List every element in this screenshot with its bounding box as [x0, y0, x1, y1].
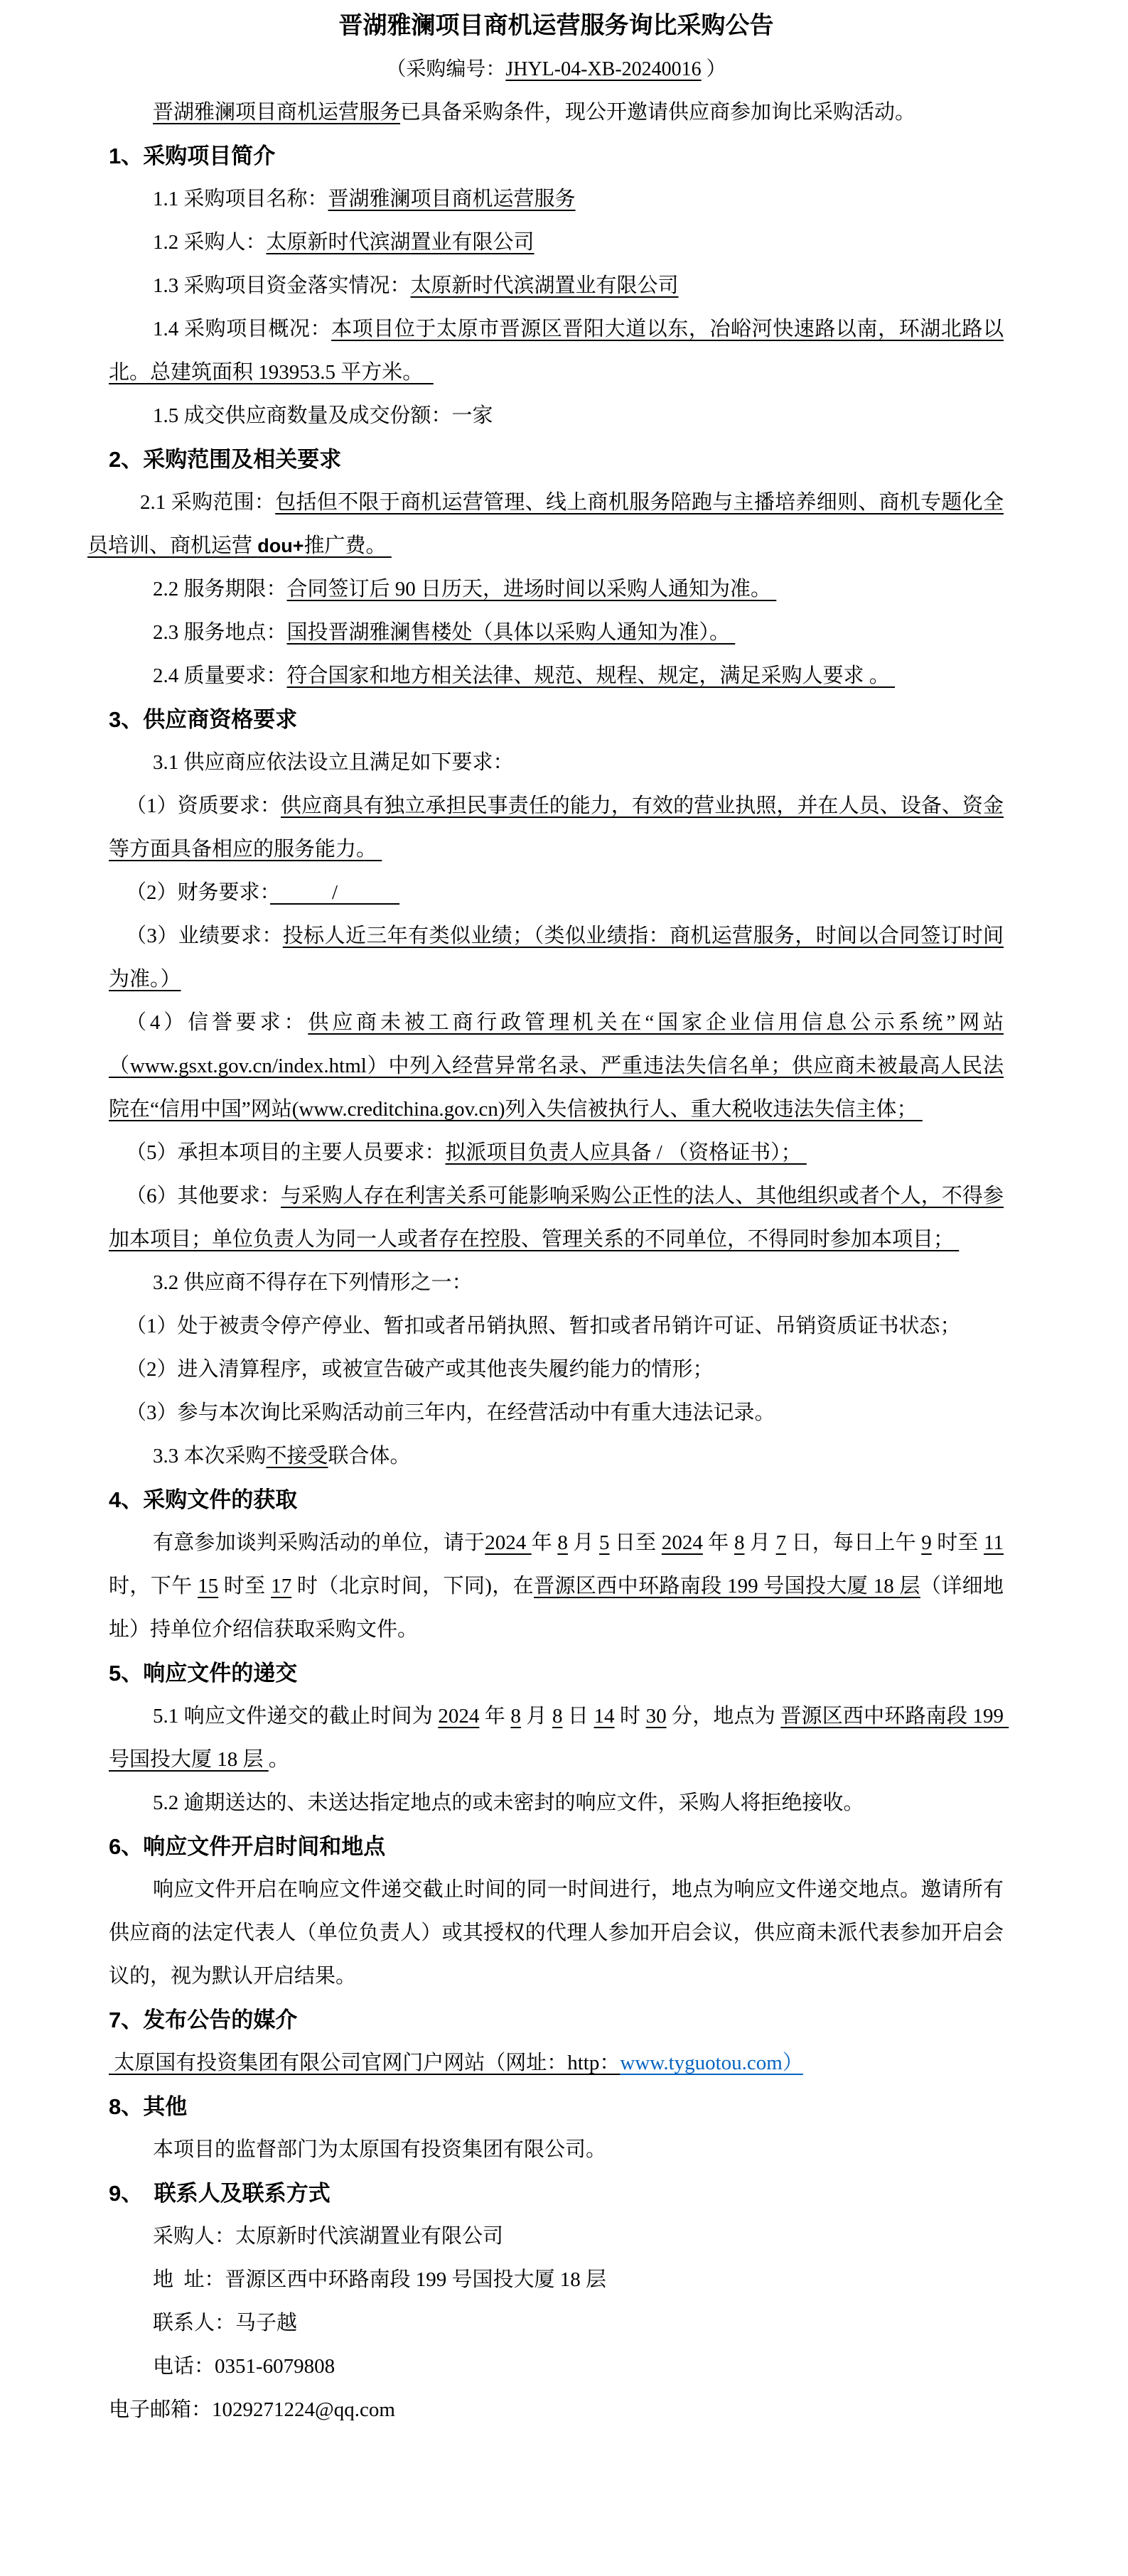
- text-run: 日至: [609, 1531, 662, 1554]
- text-run: 月: [567, 1531, 600, 1554]
- text-run: 2024: [485, 1531, 532, 1554]
- text-run: 2.3 服务地点：: [153, 621, 287, 644]
- procurement-number-line: [109, 48, 1004, 91]
- text-run: 8: [557, 1531, 568, 1554]
- text-run: 5.2 逾期送达的、未送达指定地点的或未密封的响应文件，采购人将拒绝接收。: [153, 1791, 864, 1814]
- text-run: 4、采购文件的获取: [109, 1487, 298, 1512]
- text-run: 年: [479, 1705, 511, 1728]
- text-run: 包括但不限于商机运营管理、线上商机服务陪跑与主播培养细则、商机专题化全员培训、商机运营: [87, 491, 1004, 557]
- contact-person: [109, 2302, 1004, 2345]
- text-run: 时: [614, 1705, 646, 1728]
- item-3-2-2: [109, 1348, 1004, 1391]
- text-run: 时（北京时间，下同)，在: [291, 1575, 535, 1597]
- text-run: 1、采购项目简介: [109, 144, 276, 168]
- text-run: 2024: [661, 1531, 703, 1554]
- text-run: 2.4 质量要求：: [153, 664, 287, 687]
- item-2-4: [109, 654, 1004, 698]
- heading-5: [109, 1651, 1004, 1695]
- text-run: 2024: [438, 1705, 480, 1728]
- text-run: 供应商未被工商行政管理机关在“国家企业信用信息公示系统”网站（www.gsxt.gov.cn/index.html）中列入经营异常名录、严重违法失信名单；供应商未被最高人民法院在“信用中国”网站(www.creditchina.gov.cn)列入失信被执行人、重大税收违法失信主体；: [109, 1011, 1004, 1121]
- text-run: 晋湖雅澜项目商机运营服务: [328, 188, 576, 210]
- contact-email: [109, 2388, 1004, 2432]
- text-run: 7、发布公告的媒介: [109, 2008, 298, 2032]
- text-run: 5.1 响应文件递交的截止时间为: [153, 1705, 439, 1728]
- item-1-3: [109, 264, 1004, 308]
- text-run: 15: [198, 1575, 219, 1597]
- text-run: （3）参与本次询比采购活动前三年内，在经营活动中有重大违法记录。: [126, 1401, 775, 1424]
- text-run: 3.2 供应商不得存在下列情形之一：: [153, 1271, 473, 1294]
- item-3-2-1: [109, 1305, 1004, 1348]
- text-run: 5、响应文件的递交: [109, 1661, 298, 1686]
- item-3-1-3: [109, 915, 1004, 1001]
- text-run: 1.3 采购项目资金落实情况：: [153, 274, 411, 297]
- text-run: 8、其他: [109, 2094, 188, 2119]
- item-3-2: [109, 1261, 1004, 1305]
- text-run: （4）信誉要求：: [126, 1011, 308, 1034]
- text-run: 时，下午: [109, 1531, 1009, 1597]
- text-run: 2、采购范围及相关要求: [109, 447, 342, 472]
- text-run: 拟派项目负责人应具备 / （资格证书）；: [445, 1141, 807, 1164]
- text-run: （采购编号：: [386, 58, 506, 80]
- media-line: [109, 2042, 1004, 2085]
- text-run: （详细地址）持单位介绍信获取采购文件。: [109, 1575, 1004, 1641]
- text-run: 1.2 采购人：: [153, 231, 267, 254]
- text-run: 8: [552, 1705, 563, 1728]
- contact-buyer: [109, 2215, 1004, 2258]
- text-run: 不接受: [266, 1445, 328, 1467]
- item-1-4: [109, 308, 1004, 394]
- heading-2: [109, 438, 1004, 481]
- heading-4: [109, 1478, 1004, 1521]
- item-1-2: [109, 221, 1004, 264]
- text-run: 6、响应文件开启时间和地点: [109, 1834, 386, 1859]
- text-run: （1）处于被责令停产停业、暂扣或者吊销执照、暂扣或者吊销许可证、吊销资质证书状态；: [126, 1315, 961, 1337]
- text-run: （5）承担本项目的主要人员要求：: [126, 1141, 446, 1164]
- item-3-1-4: [109, 1001, 1004, 1131]
- text-run: （6）其他要求：: [126, 1185, 281, 1207]
- text-run: 响应文件开启在响应文件递交截止时间的同一时间进行，地点为响应文件递交地点。邀请所有供应商的法定代表人（单位负责人）或其授权的代理人参加开启会议，供应商未派代表参加开启会议的，视为默认开启结果。: [109, 1878, 1004, 1988]
- text-run: 晋湖雅澜项目商机运营服务: [153, 101, 401, 124]
- section-4-para: [109, 1521, 1009, 1651]
- text-run: 推广费。: [304, 534, 392, 557]
- text-run: 8: [734, 1531, 745, 1554]
- item-2-2: [109, 568, 1004, 611]
- text-run: 日: [562, 1705, 594, 1728]
- contact-address: [109, 2258, 1004, 2302]
- heading-1: [109, 134, 1004, 178]
- item-1-5: [109, 394, 1004, 438]
- text-run: 国投晋湖雅澜售楼处（具体以采购人通知为准）。: [286, 621, 736, 644]
- text-run: 电话：0351-6079808: [153, 2355, 335, 2378]
- text-run: 3.3 本次采购: [153, 1445, 267, 1467]
- text-run: （3）业绩要求：: [126, 925, 283, 947]
- text-run: 年: [702, 1531, 734, 1554]
- text-run: （2）进入清算程序，或被宣告破产或其他丧失履约能力的情形；: [126, 1358, 714, 1381]
- text-run: 9: [921, 1531, 932, 1554]
- text-run: 分，地点为: [666, 1705, 781, 1728]
- text-run: 日，每日上午: [786, 1531, 922, 1554]
- item-1-1: [109, 178, 1004, 221]
- text-run: 11: [984, 1531, 1004, 1554]
- text-run: 17: [271, 1575, 292, 1597]
- item-3-1-1: [109, 785, 1004, 871]
- text-run: 2.1 采购范围：: [140, 491, 276, 514]
- text-run: 3、供应商资格要求: [109, 707, 298, 732]
- item-5-1: [109, 1695, 1009, 1782]
- text-run: 本项目位于太原市晋源区晋阳大道以东，冶峪河快速路以南，环湖北路以北。总建筑面积 193953.5 平方米。: [109, 318, 1004, 384]
- text-run: 1.4 采购项目概况：: [153, 318, 332, 340]
- text-run: 1.1 采购项目名称：: [153, 188, 328, 210]
- text-run: 晋源区西中环路南段 199 号国投大厦 18 层: [109, 1705, 1009, 1771]
- heading-7: [109, 1998, 1004, 2042]
- text-run: 地 址：晋源区西中环路南段 199 号国投大厦 18 层: [153, 2268, 607, 2291]
- text-run: 5: [599, 1531, 610, 1554]
- text-run: 太原新时代滨湖置业有限公司: [266, 231, 535, 254]
- text-run: 电子邮箱：1029271224@qq.com: [109, 2398, 395, 2421]
- doc-title: [109, 4, 1004, 48]
- item-3-1-5: [109, 1131, 1004, 1175]
- tyguotou-link[interactable]: www.tyguotou.com）: [620, 2052, 803, 2074]
- section-6-para: [109, 1868, 1004, 1998]
- text-run: 符合国家和地方相关法律、规范、规程、规定，满足采购人要求 。: [286, 664, 896, 687]
- heading-8: [109, 2085, 1004, 2128]
- text-run: 本项目的监督部门为太原国有投资集团有限公司。: [153, 2138, 607, 2161]
- intro-para: [109, 91, 1004, 134]
- text-run: 太原新时代滨湖置业有限公司: [410, 274, 679, 297]
- text-run: 晋源区西中环路南段 199 号国投大厦 18 层: [534, 1575, 920, 1597]
- text-run: 太原国有投资集团有限公司官网门户网站（网址：http：: [109, 2052, 621, 2074]
- item-3-1-6: [109, 1175, 1004, 1261]
- item-2-1: [87, 481, 1004, 568]
- section-8-para: [109, 2128, 1004, 2172]
- text-run: （1）资质要求：: [126, 794, 281, 817]
- text-run: 7: [775, 1531, 787, 1554]
- item-3-1: [109, 741, 1004, 785]
- text-run: /: [270, 881, 400, 904]
- item-5-2: [109, 1782, 1004, 1825]
- text-run: 年: [531, 1531, 558, 1554]
- item-3-1-2: [109, 871, 1004, 915]
- text-run: 联系人：马子越: [153, 2312, 298, 2334]
- heading-3: [109, 698, 1004, 741]
- text-run: 晋湖雅澜项目商机运营服务询比采购公告: [338, 13, 774, 39]
- text-run: 有意参加谈判采购活动的单位，请于: [153, 1531, 485, 1554]
- text-run: JHYL-04-XB-20240016: [505, 58, 702, 80]
- text-run: 联合体。: [328, 1445, 411, 1467]
- text-run: 3.1 供应商应依法设立且满足如下要求：: [153, 751, 514, 774]
- text-run: （2）财务要求：: [126, 881, 271, 904]
- text-run: 采购人：太原新时代滨湖置业有限公司: [153, 2225, 504, 2248]
- text-run: 月: [520, 1705, 552, 1728]
- text-run: 合同签订后 90 日历天，进场时间以采购人通知为准。: [286, 578, 777, 600]
- item-3-2-3: [109, 1391, 1004, 1435]
- text-run: 投标人近三年有类似业绩；（类似业绩指：商机运营服务，时间以合同签订时间为准。）: [109, 925, 1004, 991]
- item-3-3: [109, 1435, 1004, 1478]
- heading-6: [109, 1825, 1004, 1868]
- text-run: 8: [510, 1705, 521, 1728]
- text-run: 月: [744, 1531, 776, 1554]
- text-run: dou+: [257, 535, 304, 556]
- text-run: 2.2 服务期限：: [153, 578, 287, 600]
- text-run: ）: [701, 58, 726, 80]
- text-run: 已具备采购条件，现公开邀请供应商参加询比采购活动。: [400, 101, 916, 124]
- text-run: 供应商具有独立承担民事责任的能力，有效的营业执照，并在人员、设备、资金等方面具备相应的服务能力。: [109, 794, 1004, 861]
- heading-9: [109, 2172, 1004, 2215]
- text-run: 时至: [218, 1575, 272, 1597]
- text-run: 1.5 成交供应商数量及成交份额：一家: [153, 404, 493, 427]
- text-run: 时至: [931, 1531, 984, 1554]
- text-run: 14: [593, 1705, 615, 1728]
- item-2-3: [109, 611, 1004, 654]
- text-run: 与采购人存在利害关系可能影响采购公正性的法人、其他组织或者个人，不得参加本项目；单位负责人为同一人或者存在控股、管理关系的不同单位，不得同时参加本项目；: [109, 1185, 1004, 1251]
- text-run: 。: [268, 1748, 289, 1771]
- contact-phone: [109, 2345, 1004, 2388]
- text-run: 30: [645, 1705, 667, 1728]
- text-run: 9、 联系人及联系方式: [109, 2181, 331, 2206]
